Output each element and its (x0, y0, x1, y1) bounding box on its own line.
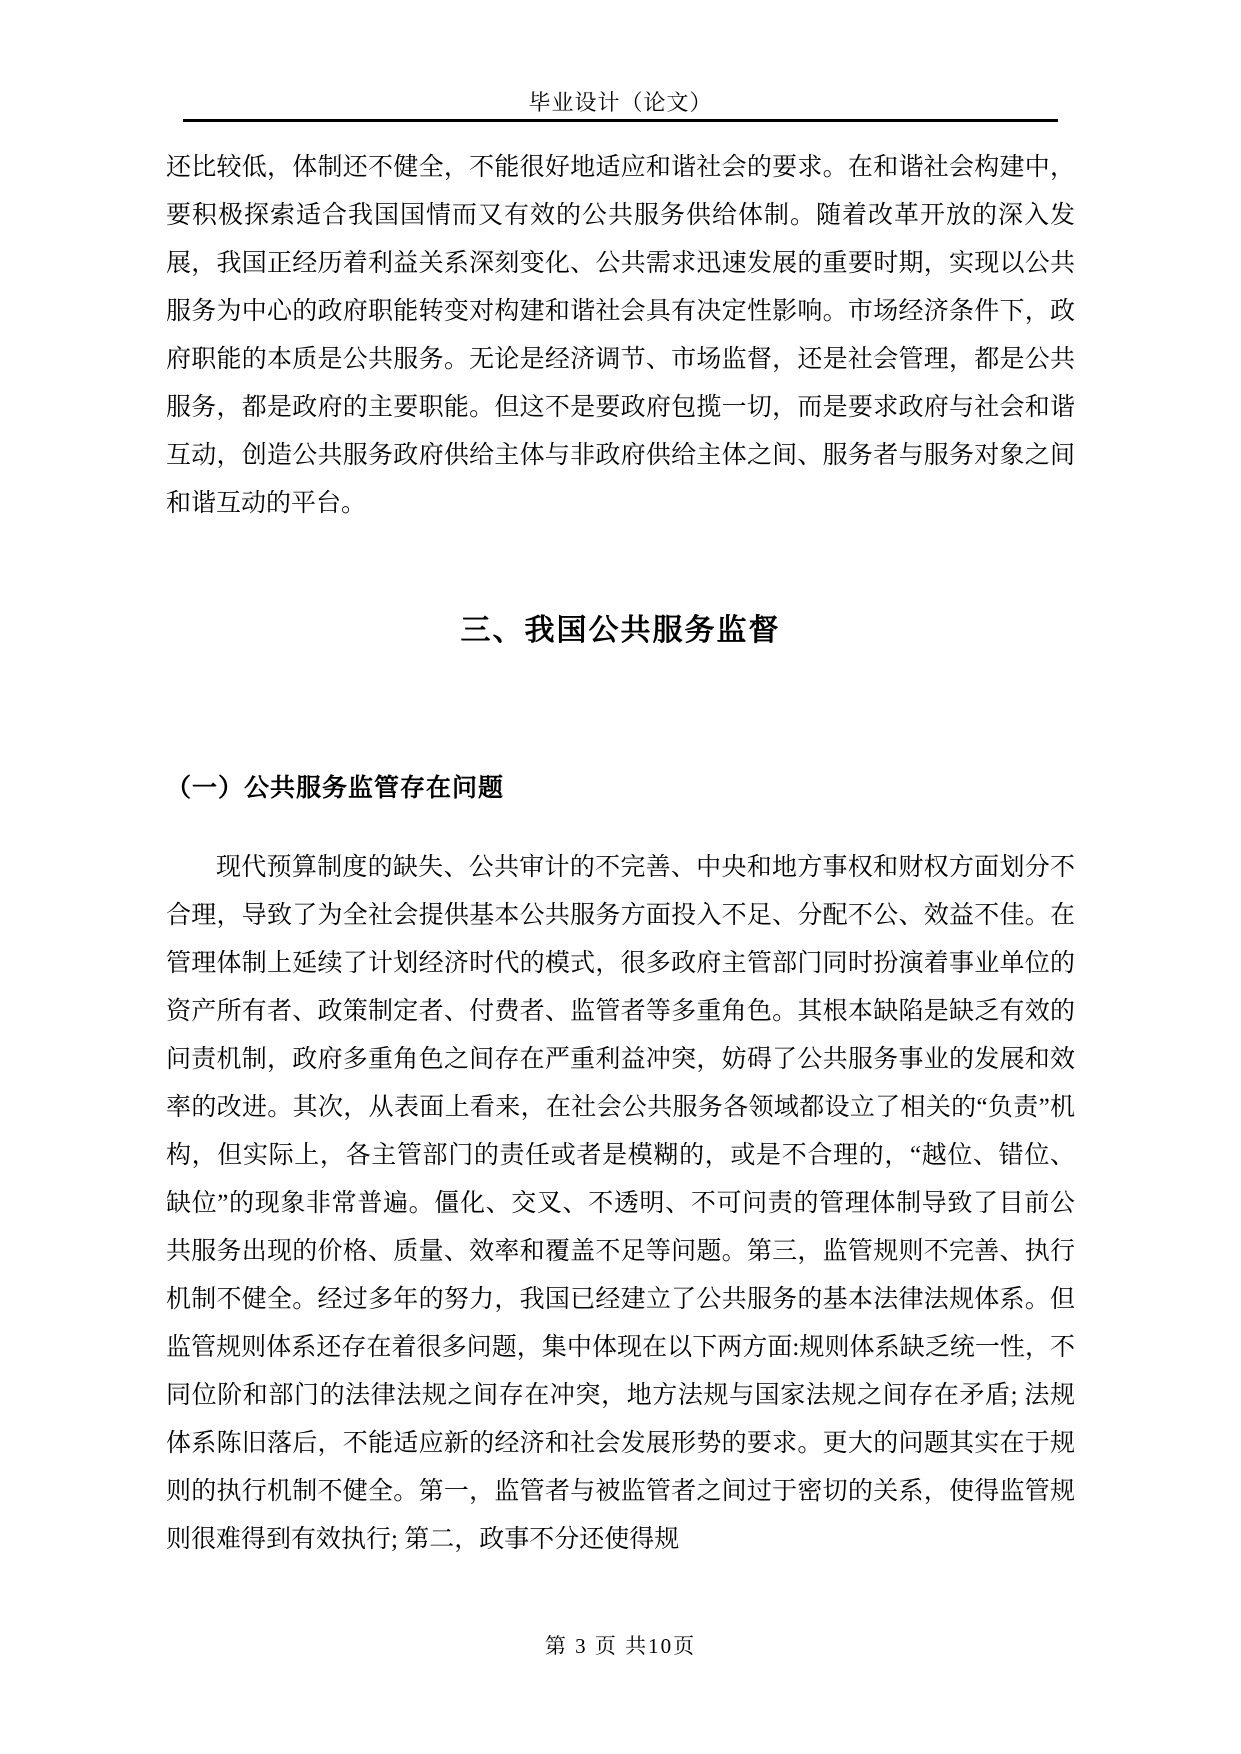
body-paragraph-1: 还比较低，体制还不健全，不能很好地适应和谐社会的要求。在和谐社会构建中，要积极探索适合我国国情而又有效的公共服务供给体制。随着改革开放的深入发展，我国正经历着利益关系深刻变化、公共需求迅速发展的重要时期，实现以公共服务为中心的政府职能转变对构建和谐社会具有决定性影响。市场经济条件下，政府职能的本质是公共服务。无论是经济调节、市场监督，还是社会管理，都是公共服务，都是政府的主要职能。但这不是要政府包揽一切，而是要求政府与社会和谐互动，创造公共服务政府供给主体与非政府供给主体之间、服务者与服务对象之间和谐互动的平台。 (166, 154, 1075, 517)
body-paragraph-2: 现代预算制度的缺失、公共审计的不完善、中央和地方事权和财权方面划分不合理，导致了为全社会提供基本公共服务方面投入不足、分配不公、效益不佳。在管理体制上延续了计划经济时代的模式，很多政府主管部门同时扮演着事业单位的资产所有者、政策制定者、付费者、监管者等多重角色。其根本缺陷是缺乏有效的问责机制，政府多重角色之间存在严重利益冲突，妨碍了公共服务事业的发展和效率的改进。其次，从表面上看来，在社会公共服务各领域都设立了相关的“负责”机构，但实际上，各主管部门的责任或者是模糊的，或是不合理的，“越位、错位、缺位”的现象非常普遍。僵化、交叉、不透明、不可问责的管理体制导致了目前公共服务出现的价格、质量、效率和覆盖不足等问题。第三，监管规则不完善、执行机制不健全。经过多年的努力，我国已经建立了公共服务的基本法律法规体系。但监管规则体系还存在着很多问题，集中体现在以下两方面:规则体系缺乏统一性，不同位阶和部门的法律法规之间存在冲突，地方法规与国家法规之间存在矛盾; 法规体系陈旧落后，不能适应新的经济和社会发展形势的要求。更大的问题其实在于规则的执行机制不健全。第一，监管者与被监管者之间过于密切的关系，使得监管规则很难得到有效执行; 第二，政事不分还使得规 (166, 854, 1075, 1553)
page-number-text: 第 3 页 共10页 (544, 1634, 697, 1658)
subsection-heading: （一）公共服务监管存在问题 (166, 774, 505, 802)
header-rule (183, 119, 1058, 122)
header-title: 毕业设计（论文） (528, 90, 713, 115)
section-heading: 三、我国公共服务监督 (460, 614, 781, 647)
page-footer (0, 1630, 1241, 1660)
